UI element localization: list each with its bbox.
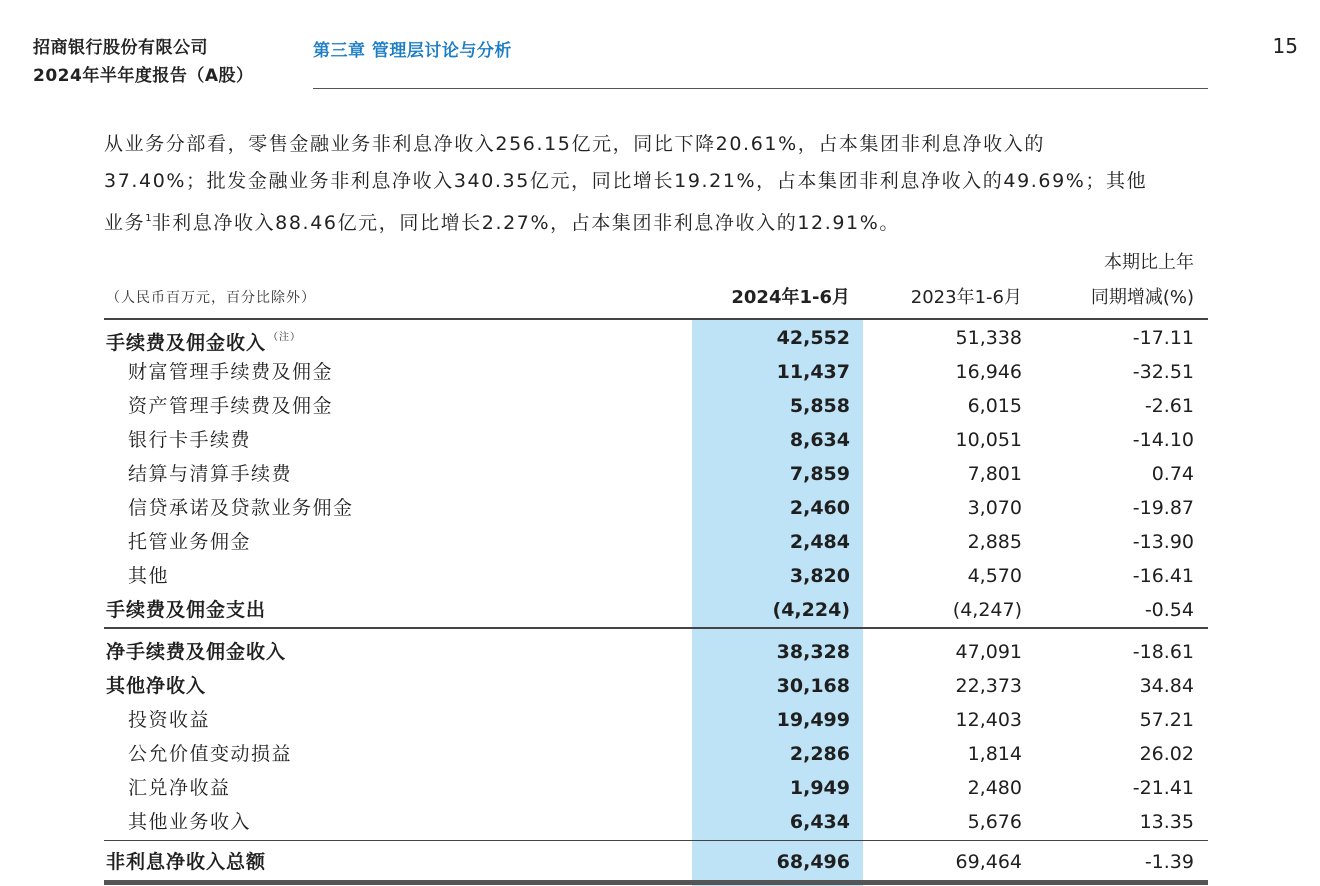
unit-note: （人民币百万元，百分比除外）: [106, 290, 316, 306]
value-change: -21.41: [1132, 777, 1194, 799]
value-2024: 6,434: [789, 811, 850, 833]
table-row: [104, 525, 1208, 559]
row-label: 其他业务收入: [128, 811, 252, 833]
body-paragraph: [104, 126, 1224, 242]
value-2024: 42,552: [776, 327, 850, 349]
value-2023: 10,051: [955, 429, 1022, 451]
row-label: 其他净收入: [106, 675, 207, 697]
row-label: 公允价值变动损益: [128, 743, 293, 765]
row-label: 财富管理手续费及佣金: [128, 361, 334, 383]
value-2024: 2,286: [789, 743, 850, 765]
value-2024: 2,460: [789, 497, 850, 519]
table-row: [104, 805, 1208, 839]
column-header-change-line2: 同期增减(%): [1090, 287, 1194, 308]
table-row: [104, 737, 1208, 771]
value-2023: 2,480: [967, 777, 1022, 799]
paragraph-line: 从业务分部看，零售金融业务非利息净收入256.15亿元，同比下降20.61%，占本集团非利息净收入的: [104, 133, 1045, 155]
column-header-change-line1: 本期比上年: [1104, 252, 1194, 273]
value-2023: 1,814: [967, 743, 1022, 765]
row-label: 汇兑净收益: [128, 777, 231, 799]
value-2024: 5,858: [789, 395, 850, 417]
value-2023: 69,464: [955, 851, 1022, 873]
section-divider: [104, 627, 1208, 629]
report-header: [33, 34, 253, 90]
value-2024: 30,168: [776, 675, 850, 697]
value-change: 0.74: [1151, 463, 1194, 485]
value-2023: 51,338: [955, 327, 1022, 349]
value-2024: 38,328: [776, 641, 850, 663]
value-change: -1.39: [1144, 851, 1194, 873]
value-change: -14.10: [1132, 429, 1194, 451]
table-row: [104, 669, 1208, 703]
row-label: 非利息净收入总额: [106, 851, 267, 873]
row-label: 资产管理手续费及佣金: [128, 395, 334, 417]
row-label: 其他: [128, 565, 170, 587]
row-label: 结算与清算手续费: [128, 463, 293, 485]
value-2023: 2,885: [967, 531, 1022, 553]
value-change: 57.21: [1139, 709, 1194, 731]
paragraph-text: 非利息净收入88.46亿元，同比增长2.27%，占本集团非利息净收入的12.91%。: [151, 212, 900, 234]
paragraph-line: [104, 200, 1224, 242]
column-header-2024: 2024年1-6月: [731, 287, 850, 308]
value-2023: 6,015: [967, 395, 1022, 417]
value-2024: 7,859: [789, 463, 850, 485]
row-label: 托管业务佣金: [128, 531, 252, 553]
table-header-divider: [104, 318, 1208, 320]
value-2024: 3,820: [789, 565, 850, 587]
row-label: 净手续费及佣金收入: [106, 641, 287, 663]
row-label: 银行卡手续费: [128, 429, 252, 451]
value-change: -18.61: [1132, 641, 1194, 663]
value-change: -19.87: [1132, 497, 1194, 519]
total-divider: [104, 840, 1208, 841]
value-change: -32.51: [1132, 361, 1194, 383]
value-2023: 5,676: [967, 811, 1022, 833]
value-2023: 3,070: [967, 497, 1022, 519]
report-title: 2024年半年度报告（A股）: [33, 66, 254, 86]
value-change: -2.61: [1144, 395, 1194, 417]
value-2023: 12,403: [955, 709, 1022, 731]
value-change: 26.02: [1139, 743, 1194, 765]
table-row: [104, 389, 1208, 423]
value-2023: 4,570: [967, 565, 1022, 587]
value-2023: 22,373: [955, 675, 1022, 697]
value-change: -0.54: [1144, 599, 1194, 621]
value-2024: 1,949: [789, 777, 850, 799]
chapter-title: 第三章 管理层讨论与分析: [313, 41, 512, 61]
value-2023: 47,091: [955, 641, 1022, 663]
company-name: 招商银行股份有限公司: [33, 38, 208, 58]
row-label: 投资收益: [128, 709, 211, 731]
table-row: [104, 321, 1208, 355]
row-label: 手续费及佣金支出: [106, 599, 267, 621]
table-row: [104, 703, 1208, 737]
value-change: -16.41: [1132, 565, 1194, 587]
value-change: 13.35: [1139, 811, 1194, 833]
value-2023: 16,946: [955, 361, 1022, 383]
table-row: [104, 559, 1208, 593]
table-row-total: [104, 845, 1208, 879]
table-row: [104, 355, 1208, 389]
table-row: [104, 423, 1208, 457]
table-row: [104, 457, 1208, 491]
paragraph-line: 37.40%；批发金融业务非利息净收入340.35亿元，同比增长19.21%，占本集团非利息净收入的49.69%；其他: [104, 170, 1148, 192]
table-row: [104, 635, 1208, 669]
value-2024: 19,499: [776, 709, 850, 731]
value-2023: 7,801: [967, 463, 1022, 485]
table-row: [104, 491, 1208, 525]
value-2024: 2,484: [789, 531, 850, 553]
row-note: （注）: [268, 332, 302, 343]
value-2024: (4,224): [772, 599, 850, 621]
paragraph-text: 业务: [104, 212, 146, 234]
column-header-2023: 2023年1-6月: [910, 287, 1022, 308]
value-2024: 11,437: [776, 361, 850, 383]
table-row: [104, 593, 1208, 627]
value-2024: 68,496: [776, 851, 850, 873]
footnote-marker: 1: [145, 213, 152, 224]
value-change: -13.90: [1132, 531, 1194, 553]
value-change: 34.84: [1139, 675, 1194, 697]
table-row: [104, 771, 1208, 805]
value-2023: (4,247): [952, 599, 1022, 621]
table-bottom-rule: [104, 880, 1208, 885]
row-label: 手续费及佣金收入 $^{(注)}$: [106, 332, 302, 354]
page-number: 15: [1272, 34, 1298, 58]
value-2024: 8,634: [789, 429, 850, 451]
row-label: 信贷承诺及贷款业务佣金: [128, 497, 354, 519]
value-change: -17.11: [1132, 327, 1194, 349]
header-divider: [313, 88, 1208, 89]
